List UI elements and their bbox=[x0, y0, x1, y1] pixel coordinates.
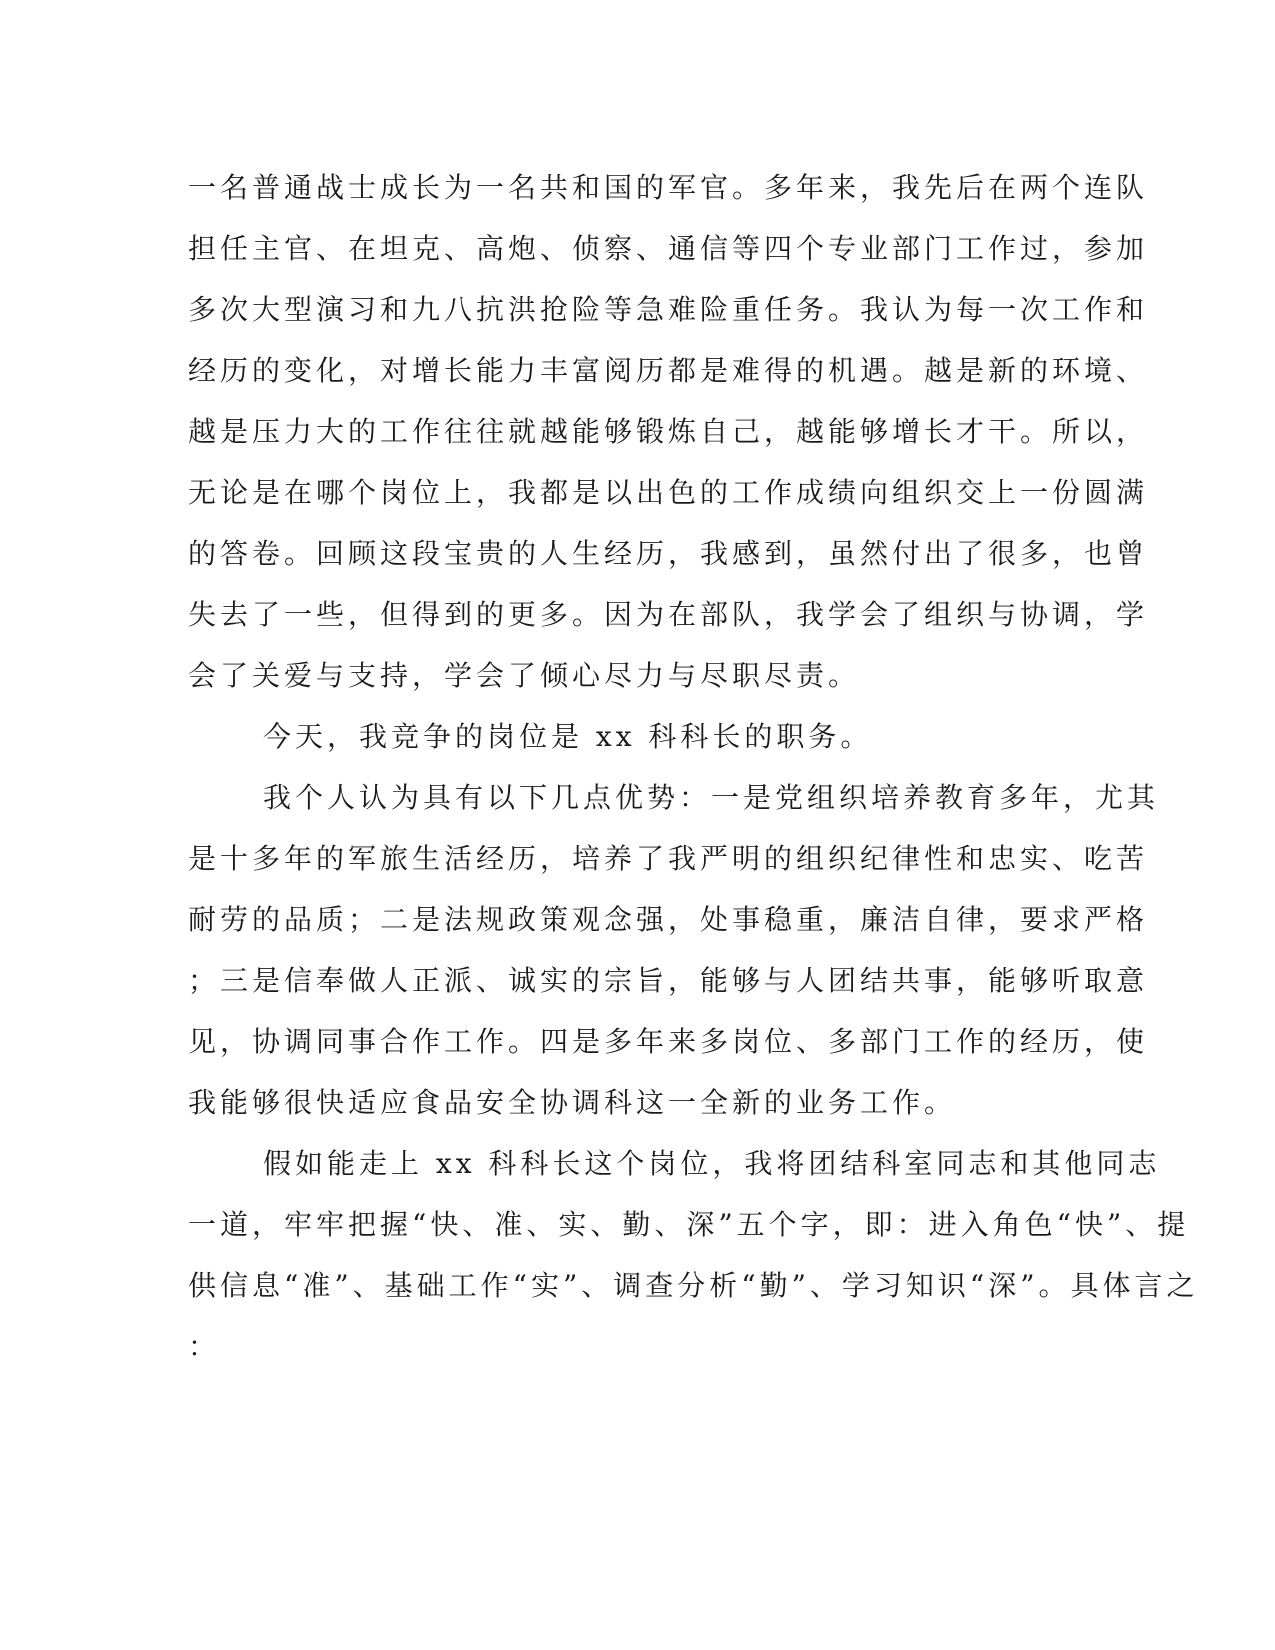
body-text-line: 是十多年的军旅生活经历，培养了我严明的组织纪律性和忠实、吃苦 bbox=[188, 842, 1149, 875]
body-text-line: 会了关爱与支持，学会了倾心尽力与尽职尽责。 bbox=[188, 659, 861, 692]
paragraph-first-line: 今天，我竞争的岗位是 xx 科科长的职务。 bbox=[263, 720, 873, 753]
body-text-line: ： bbox=[188, 1330, 221, 1363]
body-text-line: 无论是在哪个岗位上，我都是以出色的工作成绩向组织交上一份圆满 bbox=[188, 476, 1149, 509]
body-text-line: 供信息“准”、基础工作“实”、调查分析“勤”、学习知识“深”。具体言之 bbox=[188, 1269, 1199, 1302]
body-text-line: 失去了一些，但得到的更多。因为在部队，我学会了组织与协调，学 bbox=[188, 598, 1149, 631]
body-text-line: 担任主官、在坦克、高炮、侦察、通信等四个专业部门工作过，参加 bbox=[188, 232, 1149, 265]
body-text-line: 耐劳的品质；二是法规政策观念强，处事稳重，廉洁自律，要求严格 bbox=[188, 903, 1149, 936]
paragraph-first-line: 我个人认为具有以下几点优势：一是党组织培养教育多年，尤其 bbox=[263, 781, 1160, 814]
paragraph-first-line: 假如能走上 xx 科科长这个岗位，我将团结科室同志和其他同志 bbox=[263, 1147, 1161, 1180]
body-text-line: ；三是信奉做人正派、诚实的宗旨，能够与人团结共事，能够听取意 bbox=[188, 964, 1149, 997]
body-text-line: 经历的变化，对增长能力丰富阅历都是难得的机遇。越是新的环境、 bbox=[188, 354, 1149, 387]
body-text-line: 越是压力大的工作往往就越能够锻炼自己，越能够增长才干。所以， bbox=[188, 415, 1149, 448]
body-text-line: 多次大型演习和九八抗洪抢险等急难险重任务。我认为每一次工作和 bbox=[188, 293, 1149, 326]
body-text-line: 的答卷。回顾这段宝贵的人生经历，我感到，虽然付出了很多，也曾 bbox=[188, 537, 1149, 570]
body-text-line: 一名普通战士成长为一名共和国的军官。多年来，我先后在两个连队 bbox=[188, 171, 1149, 204]
body-text-line: 我能够很快适应食品安全协调科这一全新的业务工作。 bbox=[188, 1086, 957, 1119]
body-text-line: 一道，牢牢把握“快、准、实、勤、深”五个字，即：进入角色“快”、提 bbox=[188, 1208, 1190, 1241]
body-text-line: 见，协调同事合作工作。四是多年来多岗位、多部门工作的经历，使 bbox=[188, 1025, 1149, 1058]
